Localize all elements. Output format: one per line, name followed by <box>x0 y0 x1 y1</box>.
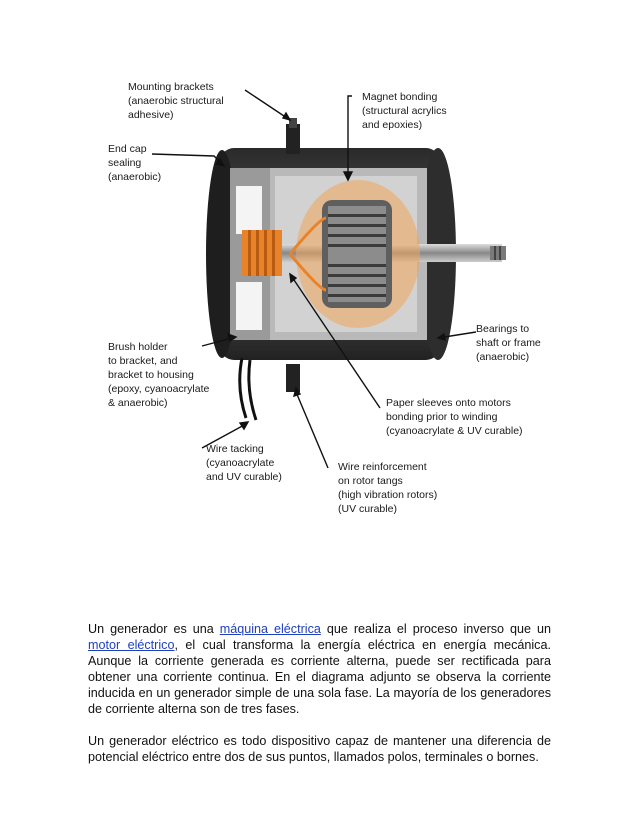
body-text <box>88 621 551 781</box>
paragraph-1-part-3: , el cual transforma la energía eléctrica en energía mecánica. Aunque la corriente generada es corriente alterna, puede ser rectificada para obtener una corriente continua. En el diagrama adjunto se observa la corriente inducida en un generador simple de una sola fase. La mayoría de los generadores de corriente alterna son de tres fases. <box>88 638 551 716</box>
callout-wire-tacking: Wire tacking (cyanoacrylate and UV curable) <box>206 443 282 483</box>
callout-brush-holder: Brush holder to bracket, and bracket to housing (epoxy, cyanoacrylate & anaerobic) <box>108 341 210 409</box>
commutator-icon <box>242 230 282 276</box>
link-motor-electrico[interactable]: motor eléctrico <box>88 638 175 652</box>
callout-wire-reinforcement: Wire reinforcement on rotor tangs (high vibration rotors) (UV curable) <box>338 461 438 515</box>
paragraph-2: Un generador eléctrico es todo dispositivo capaz de mantener una diferencia de potencial eléctrico entre dos de sus puntos, llamados polos, terminales o bornes. <box>88 734 551 764</box>
motor-diagram <box>90 68 550 528</box>
callout-end-cap-sealing: End cap sealing (anaerobic) <box>108 143 162 183</box>
link-maquina-electrica[interactable]: máquina eléctrica <box>219 622 321 636</box>
paragraph-1 <box>88 621 551 717</box>
callout-bearings: Bearings to shaft or frame (anaerobic) <box>476 323 541 363</box>
paragraph-1-part-1: Un generador es una <box>88 622 220 636</box>
callout-mounting-brackets: Mounting brackets (anaerobic structural adhesive) <box>128 81 224 121</box>
callout-paper-sleeves: Paper sleeves onto motors bonding prior to winding (cyanoacrylate & UV curable) <box>386 397 523 437</box>
paragraph-1-part-2: que realiza el proceso inverso que un <box>320 622 552 636</box>
wire-leads-icon <box>240 358 256 420</box>
callout-magnet-bonding: Magnet bonding (structural acrylics and epoxies) <box>362 91 447 131</box>
